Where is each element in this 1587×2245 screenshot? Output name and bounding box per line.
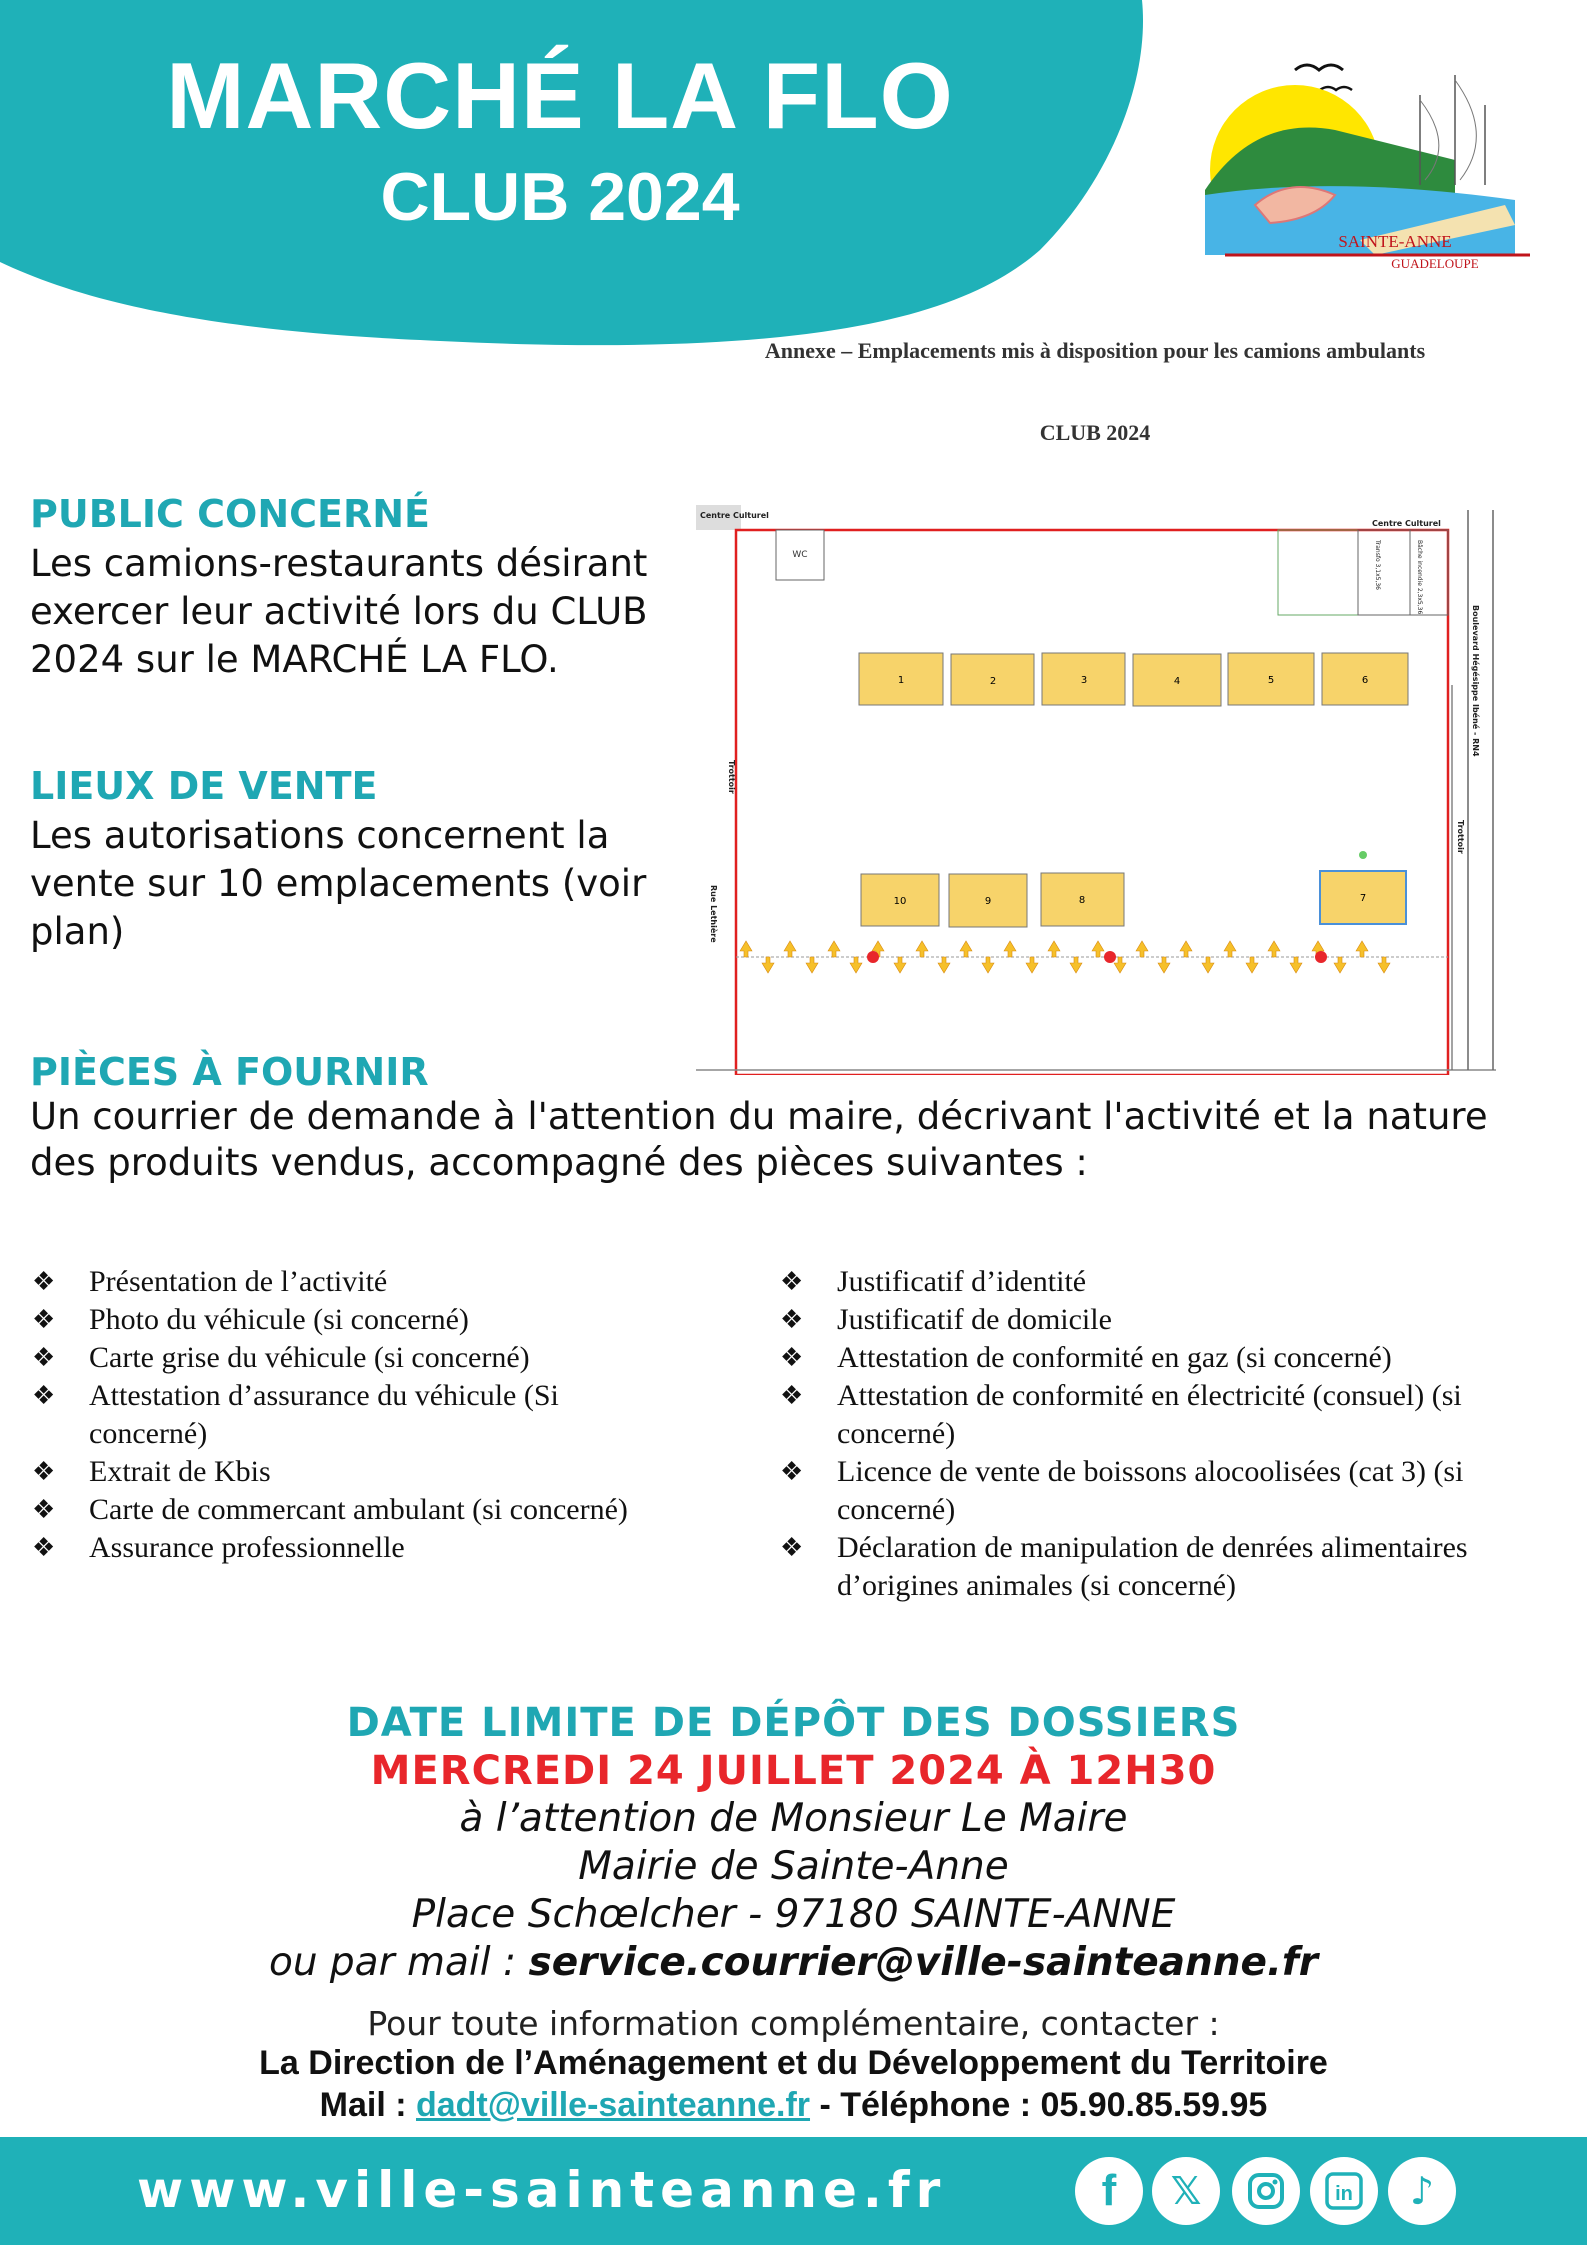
arrow-icon [916, 941, 928, 957]
list-item: ❖ Justificatif d’identité [780, 1265, 1087, 1298]
svg-text:10: 10 [893, 896, 907, 907]
arrow-icon [1268, 941, 1280, 957]
footer [0, 2137, 1587, 2245]
centre-culturel-left: Centre Culturel [700, 511, 769, 520]
list-item: ❖ Assurance professionnelle [32, 1531, 405, 1564]
svg-text:2: 2 [989, 676, 997, 687]
pieces-heading: PIÈCES À FOURNIR [30, 1050, 429, 1094]
deadline-date: MERCREDI 24 JUILLET 2024 À 12H30 [370, 1748, 1217, 1794]
marker-icon [867, 951, 879, 963]
mail-address[interactable]: service.courrier@ville-sainteanne.fr [528, 1940, 1319, 1985]
list-item: ❖ Attestation d’assurance du véhicule (Si concerné) [32, 1379, 559, 1450]
arrow-icon [1004, 941, 1016, 957]
trottoir-right: Trottoir [1456, 820, 1465, 854]
list-item: ❖ Présentation de l’activité [32, 1265, 388, 1298]
bache-label: Bâche incendie 2,3x5,36 [1416, 540, 1423, 615]
svg-text:1: 1 [897, 675, 905, 686]
list-item: ❖ Extrait de Kbis [32, 1455, 271, 1488]
spot-7 [1320, 851, 1406, 924]
spot-9 [949, 874, 1027, 927]
arrow-icon [938, 957, 950, 973]
transfo-label: Transfo 3,1x5,36 [1374, 540, 1381, 590]
lieux-text: Les autorisations concernent la vente sur 10 emplacements (voir plan) [30, 814, 647, 953]
list-item: ❖ Attestation de conformité en gaz (si concerné) [780, 1341, 1392, 1374]
arrow-icon [1158, 957, 1170, 973]
website-link[interactable]: www.ville-sainteanne.fr [137, 2161, 947, 2219]
arrow-icon [1202, 957, 1214, 973]
svg-text:5: 5 [1267, 675, 1275, 686]
arrow-icon [1356, 941, 1368, 957]
page-subtitle: CLUB 2024 [380, 159, 740, 235]
arrow-icon [1070, 957, 1082, 973]
arrow-icon [1246, 957, 1258, 973]
address-line-3: Place Schœlcher - 97180 SAINTE-ANNE [411, 1892, 1176, 1937]
spot-5 [1228, 653, 1314, 705]
centre-culturel-right: Centre Culturel [1372, 519, 1441, 528]
spot-1 [859, 653, 943, 705]
trottoir-left: Trottoir [727, 760, 736, 794]
arrow-icon [1180, 941, 1192, 957]
site-plan [696, 505, 1496, 1075]
contact-mail-link[interactable]: dadt@ville-sainteanne.fr [415, 2086, 811, 2124]
spot-3 [1042, 653, 1125, 705]
spot-8 [1041, 873, 1124, 926]
instagram-icon[interactable] [1232, 2157, 1300, 2225]
svg-text:8: 8 [1078, 895, 1086, 906]
svg-text:in: in [1335, 2183, 1353, 2205]
arrow-icon [1290, 957, 1302, 973]
svg-text:9: 9 [984, 896, 992, 907]
arrow-icon [828, 941, 840, 957]
spot-10 [861, 874, 939, 926]
marker-icon [1315, 951, 1327, 963]
documents-list-left [32, 1263, 752, 1567]
contact-line: Mail : dadt@ville-sainteanne.fr - Téléphone : 05.90.85.59.95 [319, 2086, 1268, 2124]
svg-text:4: 4 [1173, 676, 1181, 687]
annex-subtitle: CLUB 2024 [1039, 420, 1151, 445]
documents-list-right [780, 1263, 1580, 1605]
pieces-text: Un courrier de demande à l'attention du maire, décrivant l'activité et la nature des produits vendus, accompagné des pièces suivantes : [30, 1095, 1488, 1184]
arrow-icon [806, 957, 818, 973]
rue-label: Rue Lethière [709, 885, 718, 943]
spot-4 [1133, 654, 1221, 706]
spot-6 [1322, 653, 1408, 705]
address-line-2: Mairie de Sainte-Anne [578, 1844, 1009, 1889]
list-item: ❖ Carte de commercant ambulant (si concerné) [32, 1493, 628, 1526]
arrow-icon [894, 957, 906, 973]
lieux-heading: LIEUX DE VENTE [30, 764, 378, 808]
list-item: ❖ Photo du véhicule (si concerné) [32, 1303, 469, 1336]
annex-title: Annexe – Emplacements mis à disposition pour les camions ambulants [764, 338, 1426, 363]
boulevard-label: Boulevard Hégésippe Ibéné - RN4 [1471, 605, 1480, 757]
svg-text:6: 6 [1361, 675, 1369, 686]
arrow-icon [1092, 941, 1104, 957]
logo-subtext: GUADELOUPE [1391, 256, 1479, 271]
arrow-icon [1048, 941, 1060, 957]
arrow-icon [1026, 957, 1038, 973]
info-text: Pour toute information complémentaire, contacter : [367, 2004, 1220, 2043]
arrow-icon [1378, 957, 1390, 973]
arrow-icon [982, 957, 994, 973]
arrow-icon [960, 941, 972, 957]
list-item: ❖ Déclaration de manipulation de denrées alimentaires d’origines animales (si concerné) [780, 1531, 1468, 1602]
arrow-icon [850, 957, 862, 973]
public-text: Les camions-restaurants désirant exercer leur activité lors du CLUB 2024 sur le MARCHÉ LA FLO. [30, 542, 648, 681]
arrow-icon [740, 941, 752, 957]
arrow-icon [1114, 957, 1126, 973]
wc-label: WC [792, 550, 808, 560]
mail-line: ou par mail : service.courrier@ville-sainteanne.fr [268, 1940, 1319, 1985]
list-item: ❖ Licence de vente de boissons alocoolisées (cat 3) (si concerné) [780, 1455, 1464, 1526]
tiktok-icon[interactable]: ♪ [1388, 2157, 1456, 2225]
spot-2 [951, 654, 1034, 705]
arrow-icon [1224, 941, 1236, 957]
address-line-1: à l’attention de Monsieur Le Maire [459, 1796, 1128, 1841]
facebook-icon[interactable]: f [1075, 2157, 1143, 2225]
arrow-icon [784, 941, 796, 957]
marker-icon [1104, 951, 1116, 963]
sainte-anne-logo [1195, 55, 1540, 285]
phone-number: 05.90.85.59.95 [1040, 2086, 1268, 2124]
arrow-icon [1334, 957, 1346, 973]
arrow-icon [1136, 941, 1148, 957]
list-item: ❖ Attestation de conformité en électricité (consuel) (si concerné) [780, 1379, 1462, 1450]
public-heading: PUBLIC CONCERNÉ [30, 492, 431, 536]
deadline-heading: DATE LIMITE DE DÉPÔT DES DOSSIERS [346, 1700, 1241, 1746]
list-item: ❖ Justificatif de domicile [780, 1303, 1112, 1336]
department-name: La Direction de l’Aménagement et du Développement du Territoire [259, 2044, 1328, 2082]
svg-text:7: 7 [1359, 893, 1367, 904]
linkedin-icon[interactable] [1310, 2157, 1378, 2225]
list-item: ❖ Carte grise du véhicule (si concerné) [32, 1341, 530, 1374]
x-icon[interactable]: 𝕏 [1152, 2157, 1220, 2225]
logo-text: SAINTE-ANNE [1338, 232, 1452, 251]
page-title: MARCHÉ LA FLO [166, 43, 954, 148]
arrow-icon [762, 957, 774, 973]
svg-text:3: 3 [1080, 675, 1088, 686]
